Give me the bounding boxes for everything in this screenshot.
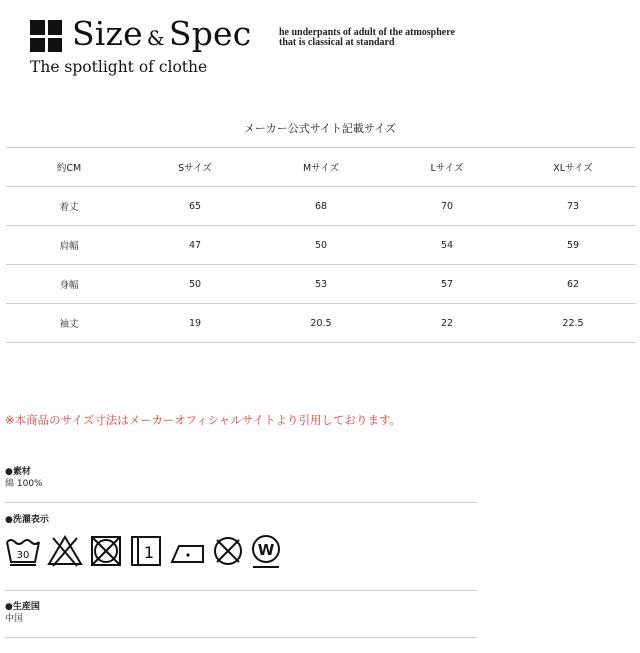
table-cell: 73 — [510, 187, 636, 226]
size-note: ※本商品のサイズ寸法はメーカーオフィシャルサイトより引用しております。 — [5, 413, 402, 427]
material-value: 綿 100% — [5, 479, 43, 489]
size-table-header-row — [6, 148, 636, 187]
origin-value: 中国 — [5, 614, 24, 624]
no-bleach-icon — [47, 534, 83, 568]
table-cell: 57 — [384, 265, 510, 304]
header-cell: XLサイズ — [510, 148, 636, 187]
table-cell: 65 — [132, 187, 258, 226]
size-table-title: メーカー公式サイト記載サイズ — [243, 122, 397, 135]
care-section — [5, 514, 477, 526]
wash-30-icon — [5, 534, 41, 568]
brand-ampersand: & — [146, 26, 165, 50]
logo-grid-icon — [30, 20, 62, 52]
divider — [5, 590, 477, 591]
wet-clean-mark: W — [257, 541, 275, 559]
table-cell: 53 — [258, 265, 384, 304]
brand-logo — [72, 14, 251, 53]
table-cell: 62 — [510, 265, 636, 304]
table-cell: 50 — [132, 265, 258, 304]
table-row — [6, 226, 636, 265]
table-cell: 20.5 — [258, 304, 384, 343]
divider — [5, 637, 477, 638]
table-cell: 50 — [258, 226, 384, 265]
size-table — [6, 147, 636, 343]
care-label: ●洗濯表示 — [5, 515, 49, 525]
table-row — [6, 265, 636, 304]
header — [0, 0, 640, 90]
material-section — [5, 466, 477, 490]
table-cell: 22.5 — [510, 304, 636, 343]
brand-tagline: The spotlight of clothe — [30, 58, 208, 76]
table-cell: 59 — [510, 226, 636, 265]
table-cell: 19 — [132, 304, 258, 343]
brand-subtitle-line2: that is classical at standard — [279, 37, 395, 48]
brand-subtitle-line1: he underpants of adult of the atmosphere — [279, 27, 455, 38]
table-row — [6, 304, 636, 343]
brand-name: Size — [72, 14, 143, 53]
wet-clean-icon — [249, 534, 283, 570]
wash-temp-label: 30 — [16, 550, 30, 561]
table-row — [6, 187, 636, 226]
header-cell: Mサイズ — [258, 148, 384, 187]
row-label: 着丈 — [6, 187, 132, 226]
header-cell: Lサイズ — [384, 148, 510, 187]
header-cell: 約CM — [6, 148, 132, 187]
table-cell: 22 — [384, 304, 510, 343]
table-cell: 47 — [132, 226, 258, 265]
drip-line-dry-icon — [129, 534, 163, 568]
no-tumble-dry-icon — [89, 534, 123, 568]
origin-label: ●生産国 — [5, 602, 40, 612]
table-cell: 70 — [384, 187, 510, 226]
row-label: 肩幅 — [6, 226, 132, 265]
table-cell: 68 — [258, 187, 384, 226]
no-dry-clean-icon — [211, 534, 245, 568]
divider — [5, 502, 477, 503]
row-label: 身幅 — [6, 265, 132, 304]
material-label: ●素材 — [5, 467, 31, 477]
hand-dry-mark: 1 — [143, 543, 155, 562]
brand-subtitle — [279, 28, 455, 48]
origin-section — [5, 601, 477, 625]
low-iron-icon — [169, 534, 209, 568]
brand-spec: Spec — [168, 14, 252, 53]
table-cell: 54 — [384, 226, 510, 265]
header-cell: Sサイズ — [132, 148, 258, 187]
row-label: 袖丈 — [6, 304, 132, 343]
